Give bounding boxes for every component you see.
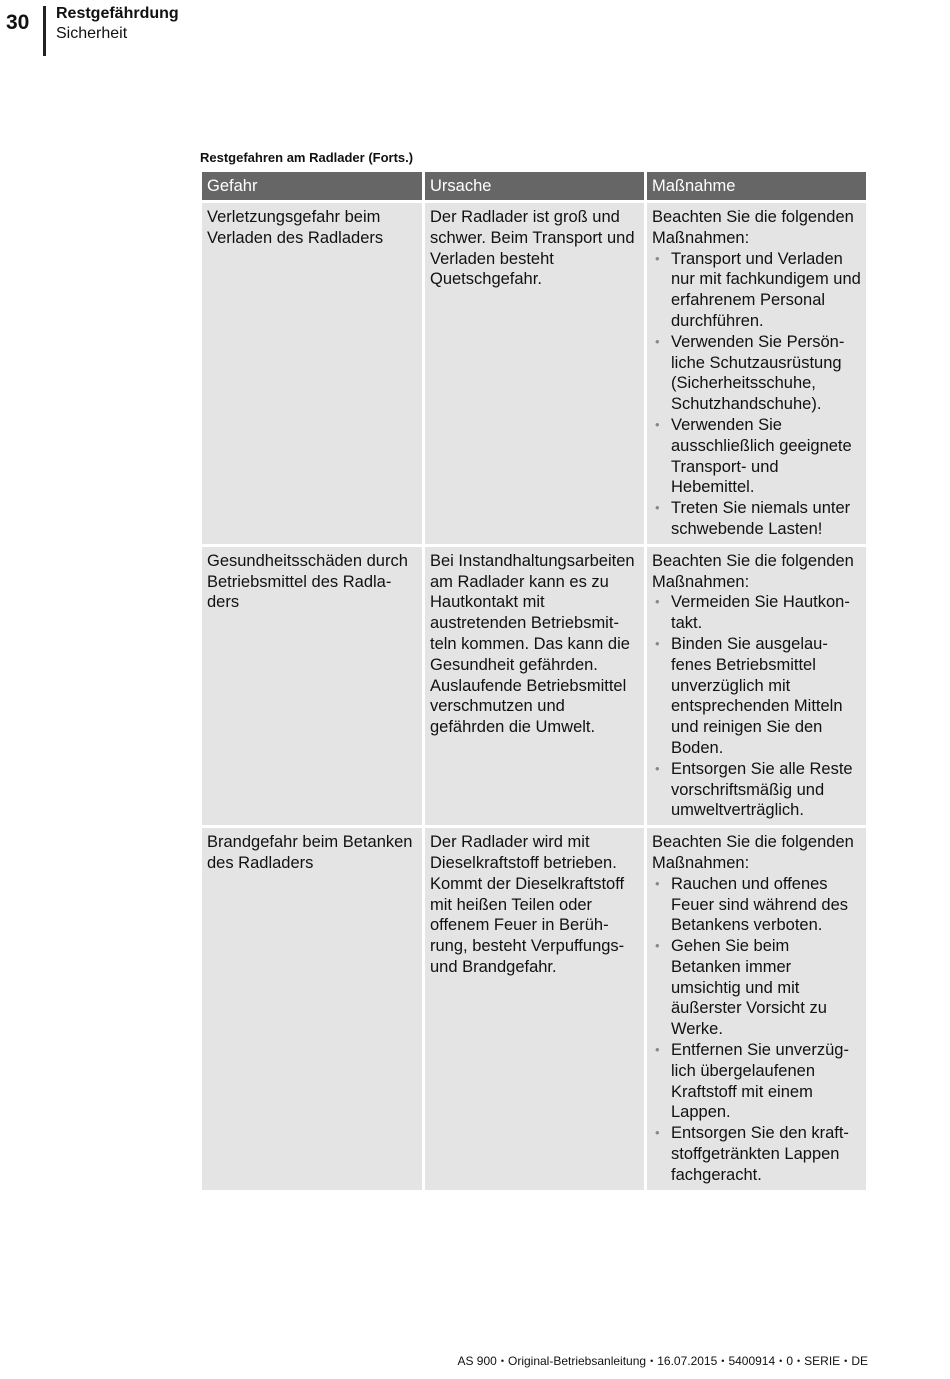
measure-intro: Beachten Sie die folgenden Maßnahmen: — [651, 208, 854, 247]
measure-text: Verwenden Sie Persönliche Schutzausrüstung (Sicherheitsschuhe, Schutzhandschuhe). — [670, 332, 845, 414]
measure-text: Entfernen Sie unverzüglich übergelaufenen Kraftstoff mit einem Lappen. — [670, 1041, 849, 1122]
measure-text: Verwenden Sie ausschließlich geeignete Transport- und Hebemittel. — [670, 415, 852, 497]
measure-item — [652, 634, 861, 759]
table-row — [202, 828, 866, 1190]
measure-text: Transport und Verladen nur mit fachkundigem und erfahrenem Personal durchführen. — [670, 249, 861, 330]
bullet-icon: • — [654, 250, 660, 266]
column-header-measure: Maßnahme — [647, 172, 866, 200]
measure-item — [652, 1040, 861, 1123]
footer-separator: • — [650, 1356, 654, 1366]
bullet-icon: • — [654, 760, 660, 776]
measure-cell — [647, 828, 866, 1190]
measure-text: Binden Sie ausgelaufenes Betriebsmittel unverzüglich mit entsprechenden Mitteln und reinigen Sie den Boden. — [670, 634, 843, 757]
table-row — [202, 203, 866, 544]
measure-item — [652, 332, 861, 415]
table-caption: Restgefahren am Radlader (Forts.) — [200, 150, 414, 165]
hazard-cell: Brandgefahr beim Betanken des Radladers — [202, 828, 422, 1190]
footer-revision: 0 — [786, 1354, 793, 1368]
measure-item — [652, 498, 861, 540]
table-row — [202, 547, 866, 825]
footer-series: SERIE — [804, 1354, 841, 1368]
bullet-icon: • — [654, 333, 660, 349]
hazard-cell: Gesundheitsschäden durch Betriebsmittel des Radladers — [202, 547, 422, 825]
measure-text: Treten Sie niemals unter schwebende Lasten! — [670, 499, 851, 538]
measure-text: Vermeiden Sie Hautkontakt. — [670, 593, 850, 633]
footer-model: AS 900 — [457, 1354, 497, 1368]
bullet-icon: • — [654, 594, 660, 610]
footer-separator: • — [797, 1356, 801, 1366]
measure-item — [652, 759, 861, 821]
bullet-icon: • — [654, 1125, 660, 1141]
measure-item — [652, 592, 861, 634]
hazard-table — [199, 169, 869, 1193]
measure-list — [652, 592, 861, 821]
measure-intro: Beachten Sie die folgenden Maßnahmen: — [651, 833, 854, 872]
measure-list — [652, 249, 861, 540]
bullet-icon: • — [654, 875, 660, 891]
hazard-cell: Verletzungsgefahr beim Verladen des Radladers — [202, 203, 422, 544]
page-footer — [457, 1354, 868, 1369]
measure-cell — [647, 547, 866, 825]
measure-intro: Beachten Sie die folgenden Maßnahmen: — [651, 551, 854, 591]
measure-text: Entsorgen Sie den kraftstoffgetränkten Lappen fachgeracht. — [670, 1124, 849, 1184]
footer-language: DE — [851, 1354, 868, 1368]
measure-item — [652, 874, 861, 936]
footer-separator: • — [500, 1356, 504, 1366]
page-number: 30 — [6, 11, 30, 34]
cause-cell: Der Radlader wird mit Dieselkraftstoff betrieben. Kommt der Dieselkraftstoff mit heißen Teilen oder offenem Feuer in Berührung, besteht Verpuffungs- und Brandgefahr. — [425, 828, 644, 1190]
footer-separator: • — [721, 1356, 725, 1366]
footer-doc-type: Original-Betriebsanleitung — [507, 1354, 647, 1368]
measure-text: Rauchen und offenes Feuer sind während des Betankens verboten. — [670, 874, 849, 935]
measure-item — [652, 415, 861, 498]
measure-item — [652, 249, 861, 332]
measure-cell — [647, 203, 866, 544]
table-body — [202, 203, 866, 1190]
cause-cell: Der Radlader ist groß und schwer. Beim Transport und Verladen besteht Quetschgefahr. — [425, 203, 644, 544]
column-header-hazard: Gefahr — [202, 172, 422, 200]
header-title: Restgefährdung — [56, 5, 179, 22]
footer-separator: • — [779, 1356, 783, 1366]
measure-text: Gehen Sie beim Betanken immer umsichtig und mit äußerster Vorsicht zu Werke. — [670, 937, 827, 1039]
table-header-row — [202, 172, 866, 200]
bullet-icon: • — [654, 635, 660, 651]
footer-doc-number: 5400914 — [728, 1354, 776, 1368]
column-header-cause: Ursache — [425, 172, 644, 200]
bullet-icon: • — [654, 416, 660, 432]
header-subtitle: Sicherheit — [56, 25, 128, 42]
measure-item — [652, 936, 861, 1040]
footer-separator: • — [844, 1356, 848, 1366]
measure-item — [652, 1123, 861, 1185]
page-header — [56, 4, 179, 44]
measure-text: Entsorgen Sie alle Reste vorschriftsmäßig und umweltverträglich. — [670, 759, 853, 820]
cause-cell: Bei Instandhaltungsarbeiten am Radlader kann es zu Hautkontakt mit austretenden Betriebsmitteln kommen. Das kann die Gesundheit gefährden. Auslaufende Betriebsmittel verschmutzen und gefährden die Umwelt. — [425, 547, 644, 825]
header-divider — [43, 6, 46, 56]
measure-list — [652, 874, 861, 1186]
footer-date: 16.07.2015 — [657, 1354, 718, 1368]
bullet-icon: • — [654, 1042, 660, 1058]
bullet-icon: • — [654, 500, 660, 516]
bullet-icon: • — [654, 938, 660, 954]
